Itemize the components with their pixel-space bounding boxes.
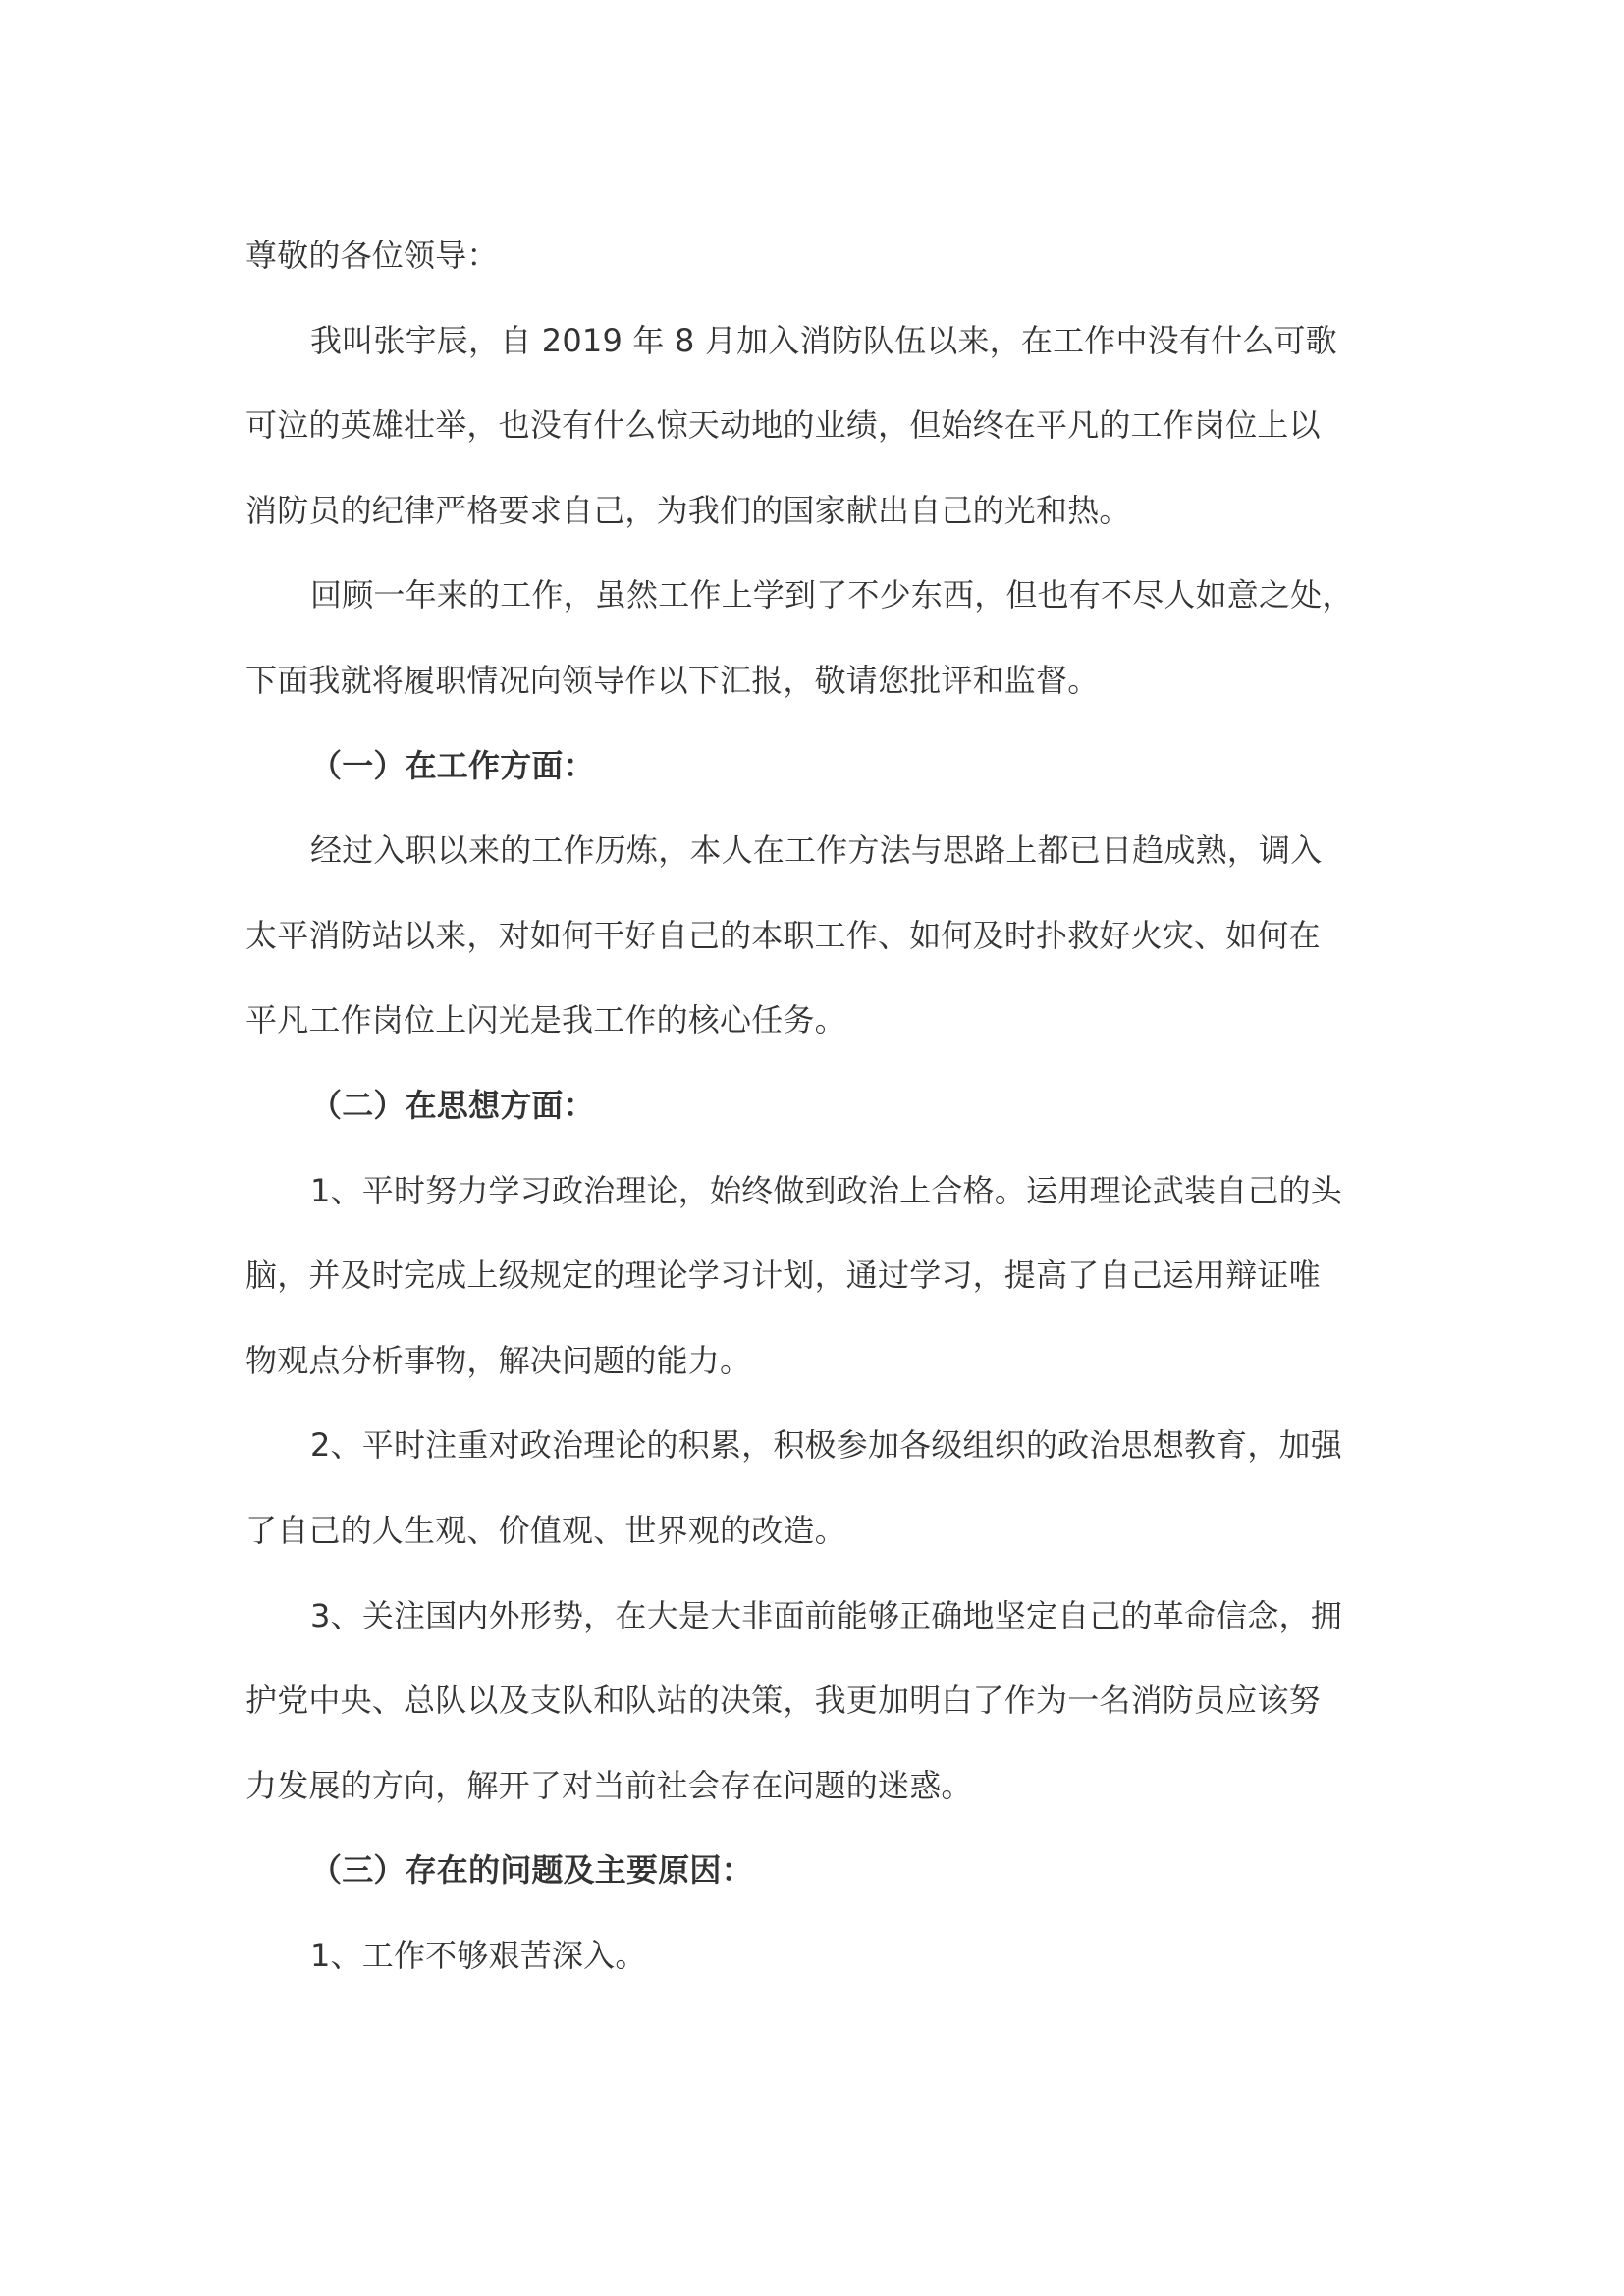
paragraph-line: 2、平时注重对政治理论的积累，积极参加各级组织的政治思想教育，加强 xyxy=(310,1426,1342,1465)
paragraph-line: 消防员的纪律严格要求自己，为我们的国家献出自己的光和热。 xyxy=(245,491,1131,529)
paragraph-line: 3、关注国内外形势，在大是大非面前能够正确地坚定自己的革命信念，拥 xyxy=(310,1596,1342,1634)
paragraph-problem-item-1 xyxy=(245,1913,1404,1999)
paragraph-line: 下面我就将履职情况向领导作以下汇报，敬请您批评和监督。 xyxy=(245,661,1100,699)
paragraph-line: 平凡工作岗位上闪光是我工作的核心任务。 xyxy=(245,1001,846,1040)
paragraph-introduction xyxy=(245,298,1404,554)
paragraph-line: 护党中央、总队以及支队和队站的决策，我更加明白了作为一名消防员应该努 xyxy=(245,1682,1321,1720)
section-heading-thought: （二）在思想方面： xyxy=(310,1086,595,1124)
paragraph-line: 经过入职以来的工作历炼，本人在工作方法与思路上都已日趋成熟，调入 xyxy=(310,831,1323,870)
paragraph-line: 我叫张宇辰，自 2019 年 8 月加入消防队伍以来，在工作中没有什么可歌 xyxy=(310,321,1337,359)
paragraph-review xyxy=(245,553,1404,722)
paragraph-line: 脑，并及时完成上级规定的理论学习计划，通过学习，提高了自己运用辩证唯 xyxy=(245,1256,1321,1295)
paragraph-thought-item-2 xyxy=(245,1403,1404,1573)
section-heading-work: （一）在工作方面： xyxy=(310,746,595,784)
salutation: 尊敬的各位领导： xyxy=(245,237,499,274)
paragraph-line: 1、平时努力学习政治理论，始终做到政治上合格。运用理论武装自己的头 xyxy=(310,1171,1342,1209)
paragraph-line: 1、工作不够艰苦深入。 xyxy=(310,1936,647,1974)
paragraph-work xyxy=(245,808,1404,1063)
paragraph-line: 力发展的方向，解开了对当前社会存在问题的迷惑。 xyxy=(245,1766,973,1804)
section-heading-problems: （三）存在的问题及主要原因： xyxy=(310,1851,753,1890)
paragraph-line: 太平消防站以来，对如何干好自己的本职工作、如何及时扑救好火灾、如何在 xyxy=(245,916,1321,954)
document-page xyxy=(245,213,1404,1998)
paragraph-line: 可泣的英雄壮举，也没有什么惊天动地的业绩，但始终在平凡的工作岗位上以 xyxy=(245,406,1321,445)
paragraph-thought-item-1 xyxy=(245,1148,1404,1404)
paragraph-line: 回顾一年来的工作，虽然工作上学到了不少东西，但也有不尽人如意之处， xyxy=(310,576,1354,614)
paragraph-thought-item-3 xyxy=(245,1574,1404,1829)
paragraph-line: 了自己的人生观、价值观、世界观的改造。 xyxy=(245,1511,846,1549)
paragraph-line: 物观点分析事物，解决问题的能力。 xyxy=(245,1341,752,1379)
